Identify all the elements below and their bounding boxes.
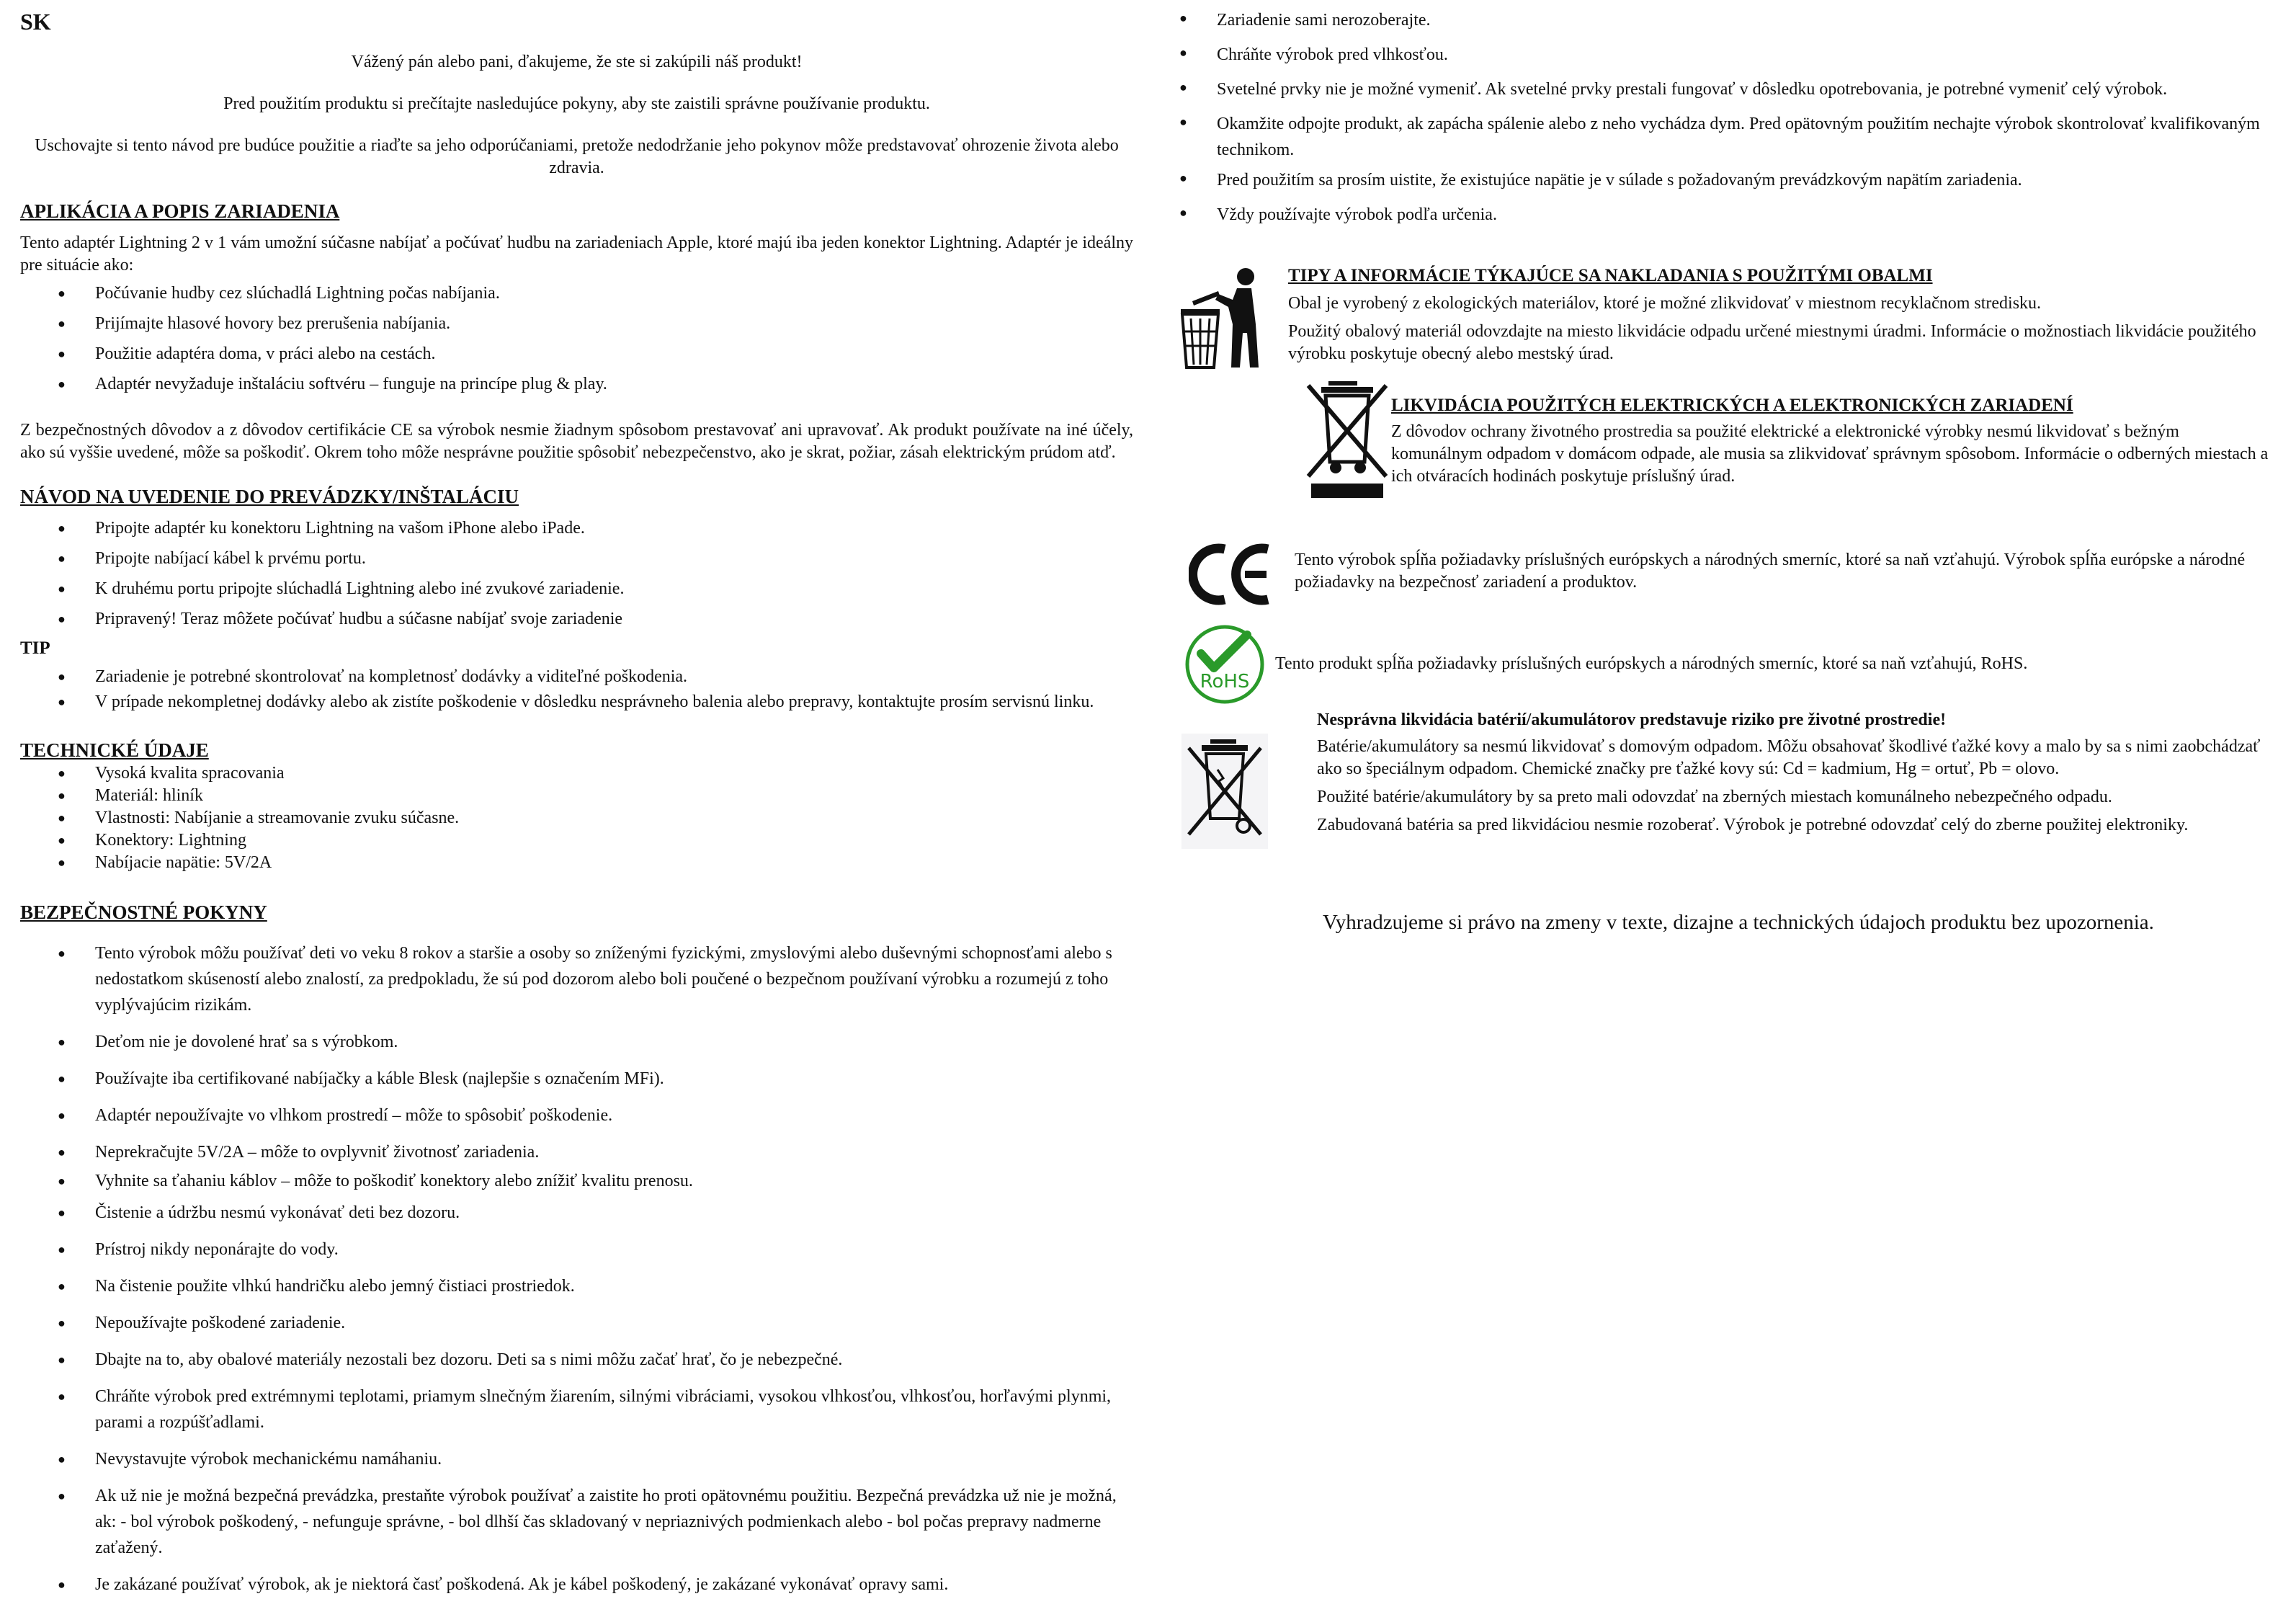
list-item: ● Tento výrobok môžu používať deti vo veku 8 rokov a staršie a osoby so zníženými fyzickými, zmyslovými alebo duševnými schopnosťami alebo s nedostatkom skúseností alebo znalostí, za predpokladu, že sú pod dozorom alebo boli poučené o bezpečnom používaní výrobku a rozumejú z toho vyplývajúcim rizikám. xyxy=(20,940,1133,1018)
list-item: ● Pripravený! Teraz môžete počúvať hudbu a súčasne nabíjať svoje zariadenie xyxy=(20,608,1133,631)
list-item: ● Konektory: Lightning xyxy=(20,829,1133,852)
list-item: ● Dbajte na to, aby obalové materiály nezostali bez dozoru. Deti sa s nimi môžu začať hrať, čo je nebezpečné. xyxy=(20,1347,1133,1373)
list-item: ● Pred použitím sa prosím uistite, že existujúce napätie je v súlade s požadovaným prevádzkovým napätím zariadenia. xyxy=(1142,167,2280,193)
safety-title: BEZPEČNOSTNÉ POKYNY xyxy=(20,901,267,923)
battery-text-3: Zabudovaná batéria sa pred likvidáciou nesmie rozoberať. Výrobok je potrebné odovzdať celý do zberne použitej elektroniky. xyxy=(1317,816,2189,834)
list-item: ● Je zakázané používať výrobok, ak je niektorá časť poškodená. Ak je kábel poškodený, je zakázané vykonávať opravy sami. xyxy=(20,1572,1133,1598)
tip-title: TIP xyxy=(20,638,50,658)
recycle-bin-person-icon xyxy=(1178,267,1264,375)
list-item: ● Čistenie a údržbu nesmú vykonávať deti bez dozoru. xyxy=(20,1200,1133,1226)
intro-read-instructions: Pred použitím produktu si prečítajte nasledujúce pokyny, aby ste zaistili správne používanie produktu. xyxy=(223,94,930,113)
list-item: ● Ak už nie je možná bezpečná prevádzka, prestaňte výrobok používať a zaistite ho proti opätovnému použitiu. Bezpečná prevádzka už nie je možná, ak: - bol výrobok poškodený, - nefunguje správne, - bol dlhší čas skladovaný v nepriaznivých podmienkach alebo - bol počas prepravy nadmerne zaťažený. xyxy=(20,1483,1133,1561)
list-item: ● Počúvanie hudby cez slúchadlá Lightning počas nabíjania. xyxy=(20,282,1133,305)
list-item: ● Prístroj nikdy neponárajte do vody. xyxy=(20,1237,1133,1262)
install-title: NÁVOD NA UVEDENIE DO PREVÁDZKY/INŠTALÁCIU xyxy=(20,486,519,507)
application-warning: Z bezpečnostných dôvodov a z dôvodov certifikácie CE sa výrobok nesmie žiadnym spôsobom prestavovať ani upravovať. Ak produkt používate na iné účely, ako sú vyššie uvedené, môže sa poškodiť. Okrem toho môže nesprávne použitie spôsobiť nebezpečenstvo, ako je skrat, požiar, zásah elektrickým prúdom atď. xyxy=(20,421,1133,462)
list-item: ● Používajte iba certifikované nabíjačky a káble Blesk (najlepšie s označením MFi). xyxy=(20,1066,1133,1092)
rohs-section xyxy=(1275,653,2277,681)
tech-list xyxy=(20,762,1133,874)
ce-section xyxy=(1295,549,2274,600)
tip-list xyxy=(20,666,1133,713)
list-item: ● K druhému portu pripojte slúchadlá Lightning alebo iné zvukové zariadenie. xyxy=(20,578,1133,600)
list-item: ● Chráňte výrobok pred extrémnymi teplotami, priamym slnečným žiarením, silnými vibráciami, vysokou vlhkosťou, vlhkosťou, horľavými plynmi, parami a rozpúšťadlami. xyxy=(20,1384,1133,1435)
battery-text-1: Batérie/akumulátory sa nesmú likvidovať s domovým odpadom. Môžu obsahovať škodlivé ťažké kovy a malo by sa s nimi zaobchádzať ako so špeciálnym odpadom. Chemické značky pre ťažké kovy sú: Cd = kadmium, Hg = ortuť, Pb = olovo. xyxy=(1317,737,2261,778)
battery-text-2: Použité batérie/akumulátory by sa preto mali odovzdať na zberných miestach komunálneho nebezpečného odpadu. xyxy=(1317,788,2112,806)
left-column xyxy=(20,7,1133,1608)
right-column xyxy=(1149,7,2280,235)
list-item: ● Svetelné prvky nie je možné vymeniť. Ak svetelné prvky prestali fungovať v dôsledku opotrebovania, je potrebné vymeniť celý výrobok. xyxy=(1142,76,2280,102)
application-list xyxy=(20,282,1133,396)
list-item: ● Použitie adaptéra doma, v práci alebo na cestách. xyxy=(20,343,1133,365)
list-item: ● Okamžite odpojte produkt, ak zapácha spálenie alebo z neho vychádza dym. Pred opätovným použitím nechajte výrobok skontrolovať kvalifikovaným technikom. xyxy=(1142,111,2280,163)
battery-bin-icon xyxy=(1181,734,1268,849)
list-item: ● Adaptér nepoužívajte vo vlhkom prostredí – môže to spôsobiť poškodenie. xyxy=(20,1102,1133,1128)
weee-title: LIKVIDÁCIA POUŽITÝCH ELEKTRICKÝCH A ELEKTRONICKÝCH ZARIADENÍ xyxy=(1391,396,2073,415)
list-item: ● Deťom nie je dovolené hrať sa s výrobkom. xyxy=(20,1029,1133,1055)
list-item: ● Nabíjacie napätie: 5V/2A xyxy=(20,852,1133,874)
list-item: ● Neprekračujte 5V/2A – môže to ovplyvniť životnosť zariadenia. xyxy=(20,1139,1133,1165)
list-item: ● Chráňte výrobok pred vlhkosťou. xyxy=(1142,42,2280,68)
intro-keep-manual: Uschovajte si tento návod pre budúce použitie a riaďte sa jeho odporúčaniami, pretože nedodržanie jeho pokynov môže predstavovať ohrozenie života alebo zdravia. xyxy=(35,136,1119,177)
crossed-bin-icon xyxy=(1304,378,1390,501)
packaging-text-2: Použitý obalový materiál odovzdajte na miesto likvidácie odpadu určené miestnymi úradmi. Informácie o možnostiach likvidácie použitého výrobku poskytuje obecný alebo mestský úrad. xyxy=(1288,322,2256,363)
safety-continued-list xyxy=(1142,7,2280,228)
weee-text: Z dôvodov ochrany životného prostredia sa použité elektrické a elektronické výrobky nesmú likvidovať s bežným komunálnym odpadom v domácom odpade, ale musia sa zlikvidovať správnym spôsobom. Informácie o odberných miestach a ich otváracích hodinách poskytuje príslušný úrad. xyxy=(1391,422,2269,486)
tech-title: TECHNICKÉ ÚDAJE xyxy=(20,739,209,761)
ce-text: Tento výrobok spĺňa požiadavky príslušných európskych a národných smerníc, ktoré sa naň vzťahujú. Výrobok spĺňa európske a národné požiadavky na bezpečnosť zariadení a produktov. xyxy=(1295,551,2246,592)
application-title: APLIKÁCIA A POPIS ZARIADENIA xyxy=(20,200,340,222)
list-item: ● Pripojte adaptér ku konektoru Lightning na vašom iPhone alebo iPade. xyxy=(20,517,1133,540)
weee-section xyxy=(1391,393,2274,494)
list-item: ● Pripojte nabíjací kábel k prvému portu. xyxy=(20,548,1133,570)
list-item: ● Vysoká kvalita spracovania xyxy=(20,762,1133,785)
battery-title: Nesprávna likvidácia batérií/akumulátorov predstavuje riziko pre životné prostredie! xyxy=(1317,710,1947,729)
battery-section xyxy=(1317,709,2279,842)
intro-greeting: Vážený pán alebo pani, ďakujeme, že ste si zakúpili náš produkt! xyxy=(351,53,803,71)
list-item: ● Vlastnosti: Nabíjanie a streamovanie zvuku súčasne. xyxy=(20,807,1133,829)
list-item: ● Prijímajte hlasové hovory bez prerušenia nabíjania. xyxy=(20,313,1133,335)
safety-list xyxy=(20,940,1133,1598)
rohs-label: RoHS xyxy=(1200,671,1250,692)
list-item: ● Nevystavujte výrobok mechanickému namáhaniu. xyxy=(20,1446,1133,1472)
list-item: ● Nepoužívajte poškodené zariadenie. xyxy=(20,1310,1133,1336)
rohs-icon xyxy=(1184,623,1266,705)
list-item: ● Zariadenie sami nerozoberajte. xyxy=(1142,7,2280,33)
list-item: ● Adaptér nevyžaduje inštaláciu softvéru – funguje na princípe plug & play. xyxy=(20,373,1133,396)
list-item: ● Materiál: hliník xyxy=(20,785,1133,807)
rights-notice: Vyhradzujeme si právo na zmeny v texte, dizajne a technických údajoch produktu bez upozornenia. xyxy=(1323,911,2154,934)
rohs-text: Tento produkt spĺňa požiadavky príslušných európskych a národných smerníc, ktoré sa naň vzťahujú, RoHS. xyxy=(1275,654,2028,673)
list-item: ● Vždy používajte výrobok podľa určenia. xyxy=(1142,202,2280,228)
packaging-text-1: Obal je vyrobený z ekologických materiálov, ktoré je možné zlikvidovať v miestnom recyklačnom stredisku. xyxy=(1288,294,2042,313)
install-list xyxy=(20,517,1133,631)
packaging-section xyxy=(1288,264,2275,371)
list-item: ● V prípade nekompletnej dodávky alebo ak zistíte poškodenie v dôsledku nesprávneho balenia alebo prepravy, kontaktujte prosím servisnú linku. xyxy=(20,691,1133,713)
list-item: ● Zariadenie je potrebné skontrolovať na kompletnosť dodávky a viditeľné poškodenia. xyxy=(20,666,1133,688)
list-item: ● Vyhnite sa ťahaniu káblov – môže to poškodiť konektory alebo znížiť kvalitu prenosu. xyxy=(20,1168,1133,1194)
application-text: Tento adaptér Lightning 2 v 1 vám umožní súčasne nabíjať a počúvať hudbu na zariadeniach Apple, ktoré majú iba jeden konektor Lightning. Adaptér je ideálny pre situácie ako: xyxy=(20,233,1133,275)
list-item: ● Na čistenie použite vlhkú handričku alebo jemný čistiaci prostriedok. xyxy=(20,1273,1133,1299)
ce-mark-icon xyxy=(1189,542,1275,607)
packaging-title: TIPY A INFORMÁCIE TÝKAJÚCE SA NAKLADANIA S POUŽITÝMI OBALMI xyxy=(1288,266,1933,285)
language-code: SK xyxy=(20,9,51,35)
